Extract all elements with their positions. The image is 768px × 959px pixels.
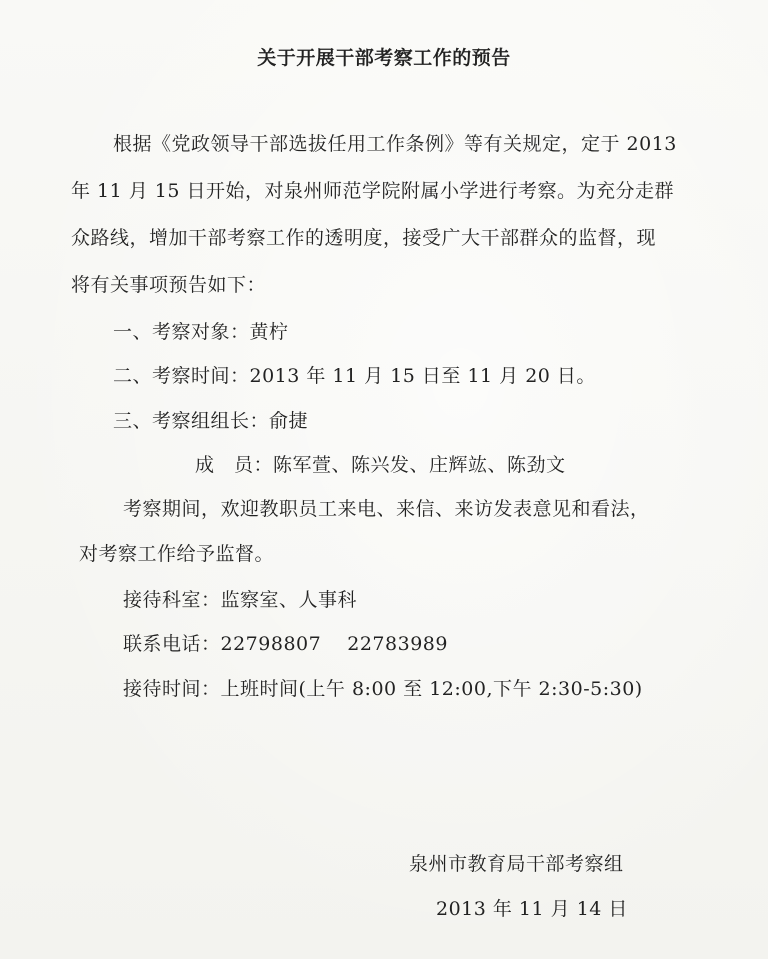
item-subject: 一、考察对象：黄柠 <box>113 321 289 343</box>
signature-date: 2013 年 11 月 14 日 <box>436 898 628 920</box>
contact-phone: 联系电话：22798807 22783989 <box>123 633 448 655</box>
note-line-2: 对考察工作给予监督。 <box>79 543 275 565</box>
item-leader: 三、考察组组长：俞捷 <box>113 410 309 432</box>
item-members: 成 员：陈军萱、陈兴发、庄辉竑、陈劲文 <box>195 454 566 476</box>
paragraph-line-4: 将有关事项预告如下： <box>71 274 267 296</box>
paragraph-line-3: 众路线，增加干部考察工作的透明度，接受广大干部群众的监督，现 <box>71 227 657 249</box>
contact-hours: 接待时间：上班时间(上午 8:00 至 12:00,下午 2:30-5:30) <box>123 678 643 700</box>
paragraph-line-2: 年 11 月 15 日开始，对泉州师范学院附属小学进行考察。为充分走群 <box>71 180 675 202</box>
document-title: 关于开展干部考察工作的预告 <box>257 47 511 69</box>
paragraph-line-1: 根据《党政领导干部选拔任用工作条例》等有关规定，定于 2013 <box>113 133 677 155</box>
contact-office: 接待科室：监察室、人事科 <box>123 589 358 611</box>
item-time: 二、考察时间：2013 年 11 月 15 日至 11 月 20 日。 <box>113 365 596 387</box>
signature-org: 泉州市教育局干部考察组 <box>409 853 624 875</box>
note-line-1: 考察期间，欢迎教职员工来电、来信、来访发表意见和看法， <box>123 498 650 520</box>
